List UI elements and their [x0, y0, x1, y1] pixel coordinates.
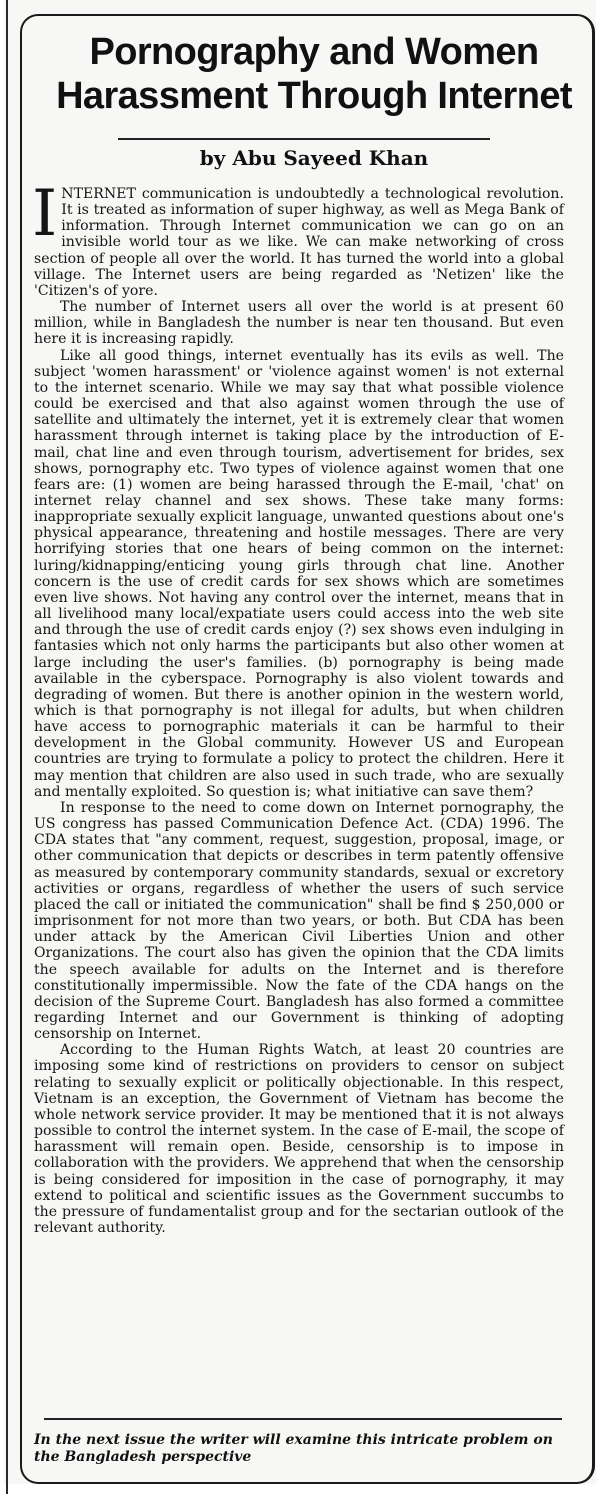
footer-note: In the next issue the writer will examine this intricate problem on the Bangladesh perspective — [34, 1432, 553, 1465]
headline-rule — [118, 138, 490, 140]
paragraph-1-text: NTERNET communication is undoubtedly a technological revolution. It is treated as information of super highway, as well as Mega Bank of information. Through Internet communication we can go on an invisible world tour as we like. We can make networking of cross section of people all over the world. It has turned the world into a global village. The Internet users are being regarded as 'Netizen' like the 'Citizen's of yore. — [34, 186, 564, 299]
byline: by Abu Sayeed Khan — [199, 146, 429, 170]
headline-line-1: Pornography and Women — [89, 31, 539, 73]
article-body — [32, 177, 564, 1236]
paragraph-3: Like all good things, internet eventually has its evils as well. The subject 'women harassment' or 'violence against women' is not external to the internet scenario. While we may say that what possible violence could be exercised and that also against women through the use of satellite and ultimately the internet, yet it is extremely clear that women harassment through internet is taking place by the introduction of E-mail, chat line and even through tourism, advertisement for brides, sex shows, pornography etc. Two types of violence against women that one fears are: (1) women are being harassed through the E-mail, 'chat' on internet relay channel and sex shows. These take many forms: inappropriate sexually explicit language, unwanted questions about one's physical appearance, threatening and hostile messages. There are very horrifying stories that one hears of being common on the internet: luring/kidnapping/enticing young girls through chat line. Another concern is the use of credit cards for sex shows which are sometimes even live shows. Not having any control over the internet, means that in all livelihood many local/expatiate users could access into the web site and through the use of credit cards enjoy (?) sex shows even indulging in fantasies which not only harms the participants but also other women at large including the user's families. (b) pornography is being made available in the cyberspace. Pornography is also violent towards and degrading of women. But there is another opinion in the western world, which is that pornography is not illegal for adults, but when children have access to pornographic materials it can be harmful to their development in the Global community. However US and European countries are trying to formulate a policy to protect the children. Here it may mention that children are also used in such trade, who are sexually and mentally exploited. So question is; what initiative can save them? — [34, 347, 564, 800]
paragraph-4: In response to the need to come down on Internet pornography, the US congress has passed Communication Defence Act. (CDA) 1996. The CDA states that "any comment, request, suggestion, proposal, image, or other communication that depicts or describes in term patently offensive as measured by contemporary community standards, sexual or excretory activities or organs, regardless of whether the users of such service placed the call or initiated the communication" shall be find $ 250,000 or imprisonment for not more than two years, or both. But CDA has been under attack by the American Civil Liberties Union and other Organizations. The court also has given the opinion that the CDA limits the speech available for adults on the Internet and is therefore constitutionally impermissible. Now the fate of the CDA hangs on the decision of the Supreme Court. Bangladesh has also formed a committee regarding Internet and our Government is thinking of adopting censorship on Internet. — [34, 799, 564, 1043]
paragraph-5: According to the Human Rights Watch, at least 20 countries are imposing some kind of restrictions on providers to censor on subject relating to sexually explicit or politically objectionable. In this respect, Vietnam is an exception, the Government of Vietnam has become the whole network service provider. It may be mentioned that it is not always possible to control the internet system. In the case of E-mail, the scope of harassment will remain open. Beside, censorship is to impose in collaboration with the providers. We apprehend that when the censorship is being considered for imposition in the case of pornography, it may extend to political and scientific issues as the Government succumbs to the pressure of fundamentalist group and for the sectarian outlook of the relevant authority. — [34, 1042, 564, 1236]
drop-cap: I — [32, 177, 58, 251]
paragraph-1 — [32, 177, 564, 299]
article-headline — [40, 30, 588, 118]
column-divider-rule — [6, 0, 8, 1494]
paragraph-2: The number of Internet users all over the world is at present 60 million, while in Bangladesh the number is near ten thousand. But even here it is increasing rapidly. — [34, 299, 564, 348]
footer-rule — [44, 1418, 562, 1420]
headline-line-2: Harassment Through Internet — [56, 75, 572, 117]
